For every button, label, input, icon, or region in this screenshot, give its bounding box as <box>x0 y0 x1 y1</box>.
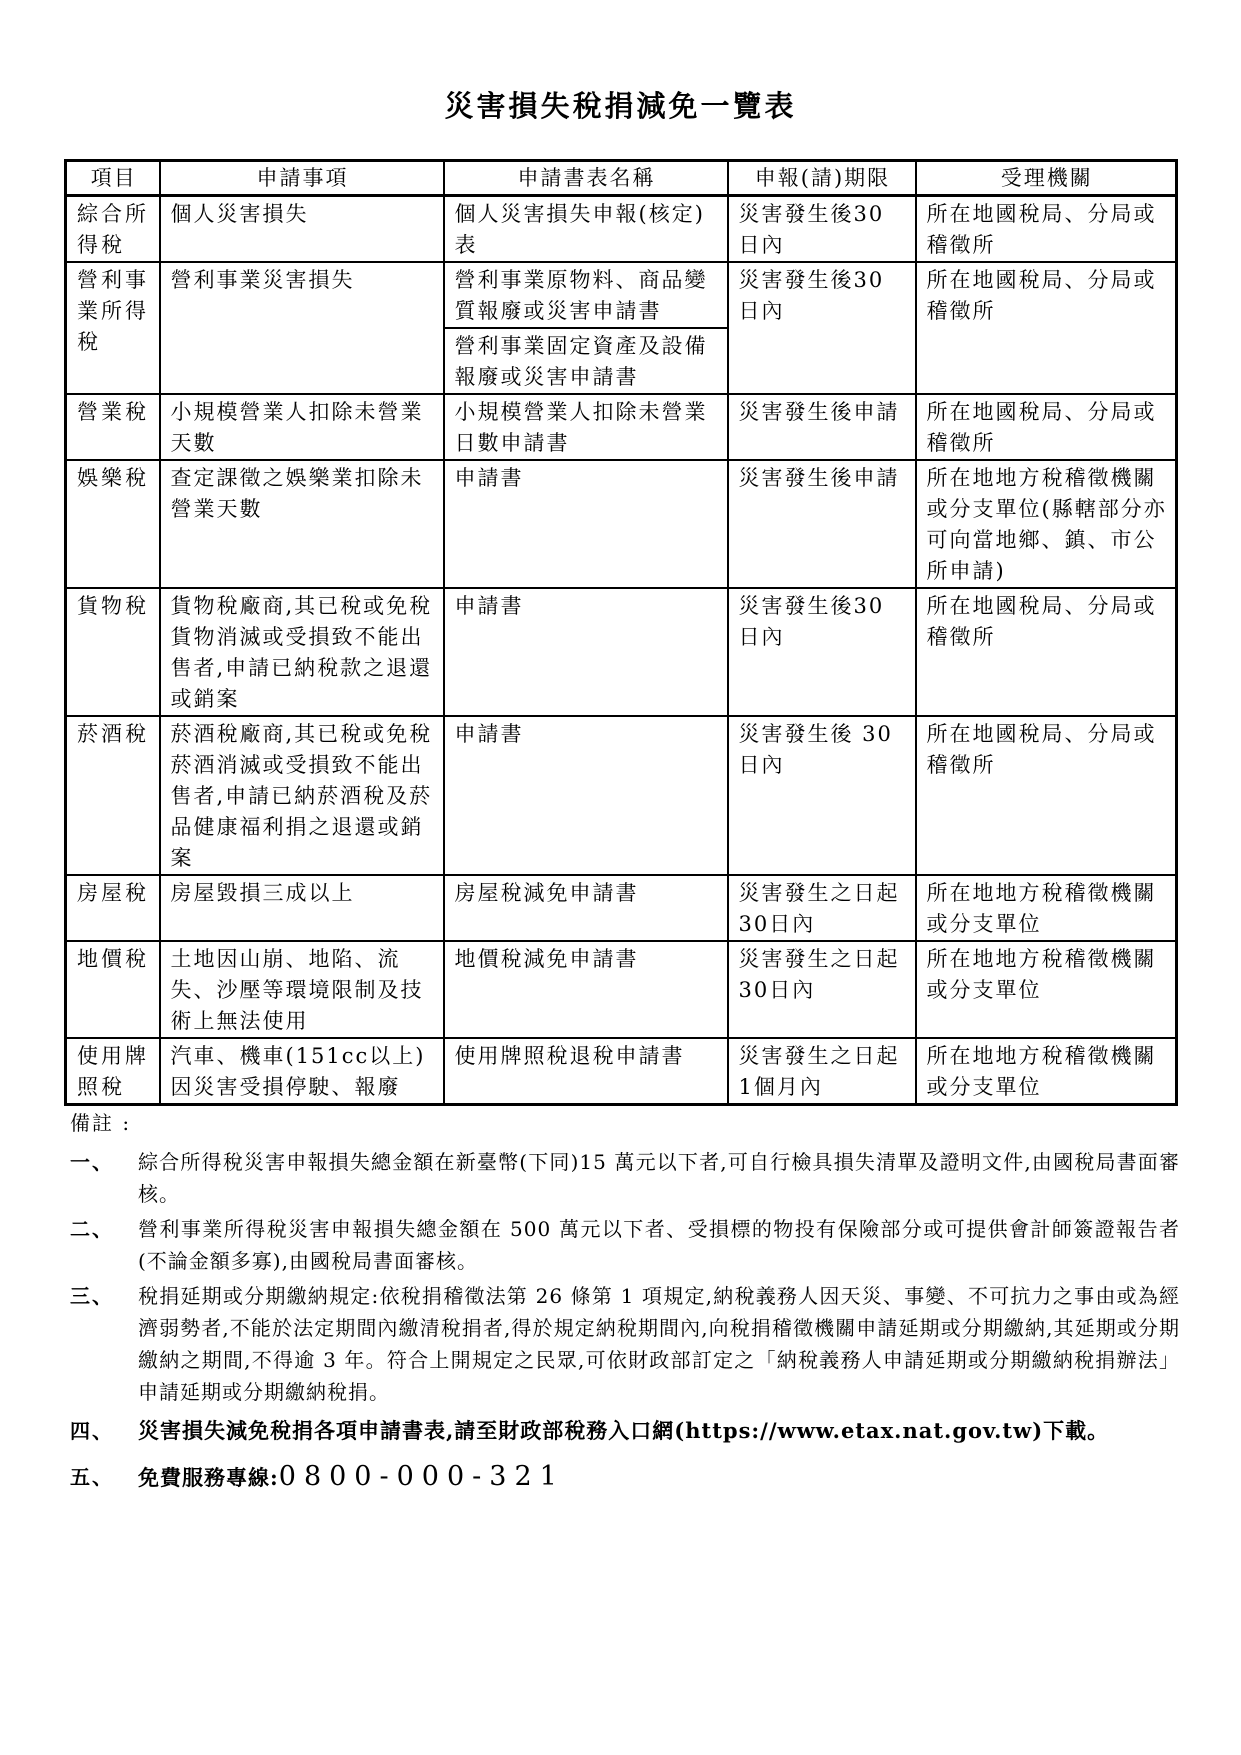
cell-matter: 查定課徵之娛樂業扣除未營業天數 <box>160 460 444 588</box>
header-item: 項目 <box>66 161 160 196</box>
cell-deadline: 災害發生後30日內 <box>728 262 916 394</box>
note-text: 營利事業所得稅災害申報損失總金額在 500 萬元以下者、受損標的物投有保險部分或可提供會計師簽證報告者(不論金額多寡),由國稅局書面審核。 <box>138 1217 1180 1273</box>
header-matter: 申請事項 <box>160 161 444 196</box>
table-row <box>66 875 1177 941</box>
notes-label: 備註 : <box>70 1111 132 1135</box>
cell-form: 申請書 <box>444 460 728 588</box>
table-row <box>66 716 1177 875</box>
note-download-text: 災害損失減免稅捐各項申請書表,請至財政部稅務入口網(https://www.etax.nat.gov.tw)下載。 <box>138 1418 1110 1443</box>
note-number: 四、 <box>70 1419 114 1443</box>
cell-agency: 所在地國稅局、分局或稽徵所 <box>916 394 1177 460</box>
cell-form: 房屋稅減免申請書 <box>444 875 728 941</box>
cell-agency: 所在地地方稅稽徵機關或分支單位(縣轄部分亦可向當地鄉、鎮、市公所申請) <box>916 460 1177 588</box>
cell-deadline: 災害發生之日起30日內 <box>728 941 916 1038</box>
cell-deadline: 災害發生後30日內 <box>728 588 916 716</box>
note-text: 綜合所得稅災害申報損失總金額在新臺幣(下同)15 萬元以下者,可自行檢具損失清單及證明文件,由國稅局書面審核。 <box>138 1150 1180 1206</box>
cell-deadline: 災害發生後申請 <box>728 460 916 588</box>
note-item <box>70 1457 1180 1498</box>
cell-deadline: 災害發生後 30日內 <box>728 716 916 875</box>
cell-matter: 汽車、機車(151cc以上)因災害受損停駛、報廢 <box>160 1038 444 1105</box>
cell-matter: 小規模營業人扣除未營業天數 <box>160 394 444 460</box>
cell-agency: 所在地地方稅稽徵機關或分支單位 <box>916 875 1177 941</box>
cell-item: 菸酒稅 <box>66 716 160 875</box>
note-number: 五、 <box>70 1465 114 1489</box>
cell-form: 地價稅減免申請書 <box>444 941 728 1038</box>
note-item <box>70 1213 1180 1277</box>
cell-agency: 所在地國稅局、分局或稽徵所 <box>916 716 1177 875</box>
header-deadline: 申報(請)期限 <box>728 161 916 196</box>
cell-agency: 所在地國稅局、分局或稽徵所 <box>916 588 1177 716</box>
cell-item: 綜合所得稅 <box>66 196 160 263</box>
cell-item: 營業稅 <box>66 394 160 460</box>
cell-item: 貨物稅 <box>66 588 160 716</box>
tax-relief-table <box>64 159 1178 1106</box>
cell-form: 申請書 <box>444 588 728 716</box>
cell-matter: 土地因山崩、地陷、流失、沙壓等環境限制及技術上無法使用 <box>160 941 444 1038</box>
cell-matter: 貨物稅廠商,其已稅或免稅貨物消滅或受損致不能出售者,申請已納稅款之退還或銷案 <box>160 588 444 716</box>
note-item <box>70 1411 1180 1451</box>
note-item <box>70 1146 1180 1210</box>
cell-matter: 房屋毀損三成以上 <box>160 875 444 941</box>
hotline-label: 免費服務專線: <box>138 1465 279 1490</box>
cell-form: 申請書 <box>444 716 728 875</box>
cell-agency: 所在地地方稅稽徵機關或分支單位 <box>916 941 1177 1038</box>
note-item <box>70 1280 1180 1408</box>
note-text: 稅捐延期或分期繳納規定:依稅捐稽徵法第 26 條第 1 項規定,納稅義務人因天災、事變、不可抗力之事由或為經濟弱勢者,不能於法定期間內繳清稅捐者,得於規定納稅期間內,向稅捐稽徵機關申請延期或分期繳納,其延期或分期繳納之期間,不得逾 3 年。符合上開規定之民眾,可依財政部訂定之「納稅義務人申請延期或分期繳納稅捐辦法」申請延期或分期繳納稅捐。 <box>138 1284 1180 1404</box>
cell-deadline: 災害發生之日起1個月內 <box>728 1038 916 1105</box>
cell-agency: 所在地國稅局、分局或稽徵所 <box>916 196 1177 263</box>
note-number: 三、 <box>70 1284 114 1308</box>
cell-form: 個人災害損失申報(核定)表 <box>444 196 728 263</box>
table-row <box>66 588 1177 716</box>
cell-form: 營利事業原物料、商品變質報廢或災害申請書 <box>444 262 728 328</box>
cell-form: 使用牌照稅退稅申請書 <box>444 1038 728 1105</box>
cell-matter: 營利事業災害損失 <box>160 262 444 394</box>
cell-deadline: 災害發生後30日內 <box>728 196 916 263</box>
cell-deadline: 災害發生後申請 <box>728 394 916 460</box>
cell-matter: 個人災害損失 <box>160 196 444 263</box>
cell-form: 小規模營業人扣除未營業日數申請書 <box>444 394 728 460</box>
table-row <box>66 941 1177 1038</box>
page-title: 災害損失稅捐減免一覽表 <box>444 89 797 123</box>
cell-item: 營利事業所得稅 <box>66 262 160 394</box>
cell-item: 使用牌照稅 <box>66 1038 160 1105</box>
cell-matter: 菸酒稅廠商,其已稅或免稅菸酒消滅或受損致不能出售者,申請已納菸酒稅及菸品健康福利捐之退還或銷案 <box>160 716 444 875</box>
table-row <box>66 460 1177 588</box>
table-row <box>66 394 1177 460</box>
header-form: 申請書表名稱 <box>444 161 728 196</box>
hotline-number: 0800-000-321 <box>278 1461 565 1492</box>
header-agency: 受理機關 <box>916 161 1177 196</box>
cell-agency: 所在地地方稅稽徵機關或分支單位 <box>916 1038 1177 1105</box>
table-header-row <box>66 161 1177 196</box>
table-row <box>66 1038 1177 1105</box>
cell-deadline: 災害發生之日起30日內 <box>728 875 916 941</box>
note-number: 一、 <box>70 1150 114 1174</box>
cell-agency: 所在地國稅局、分局或稽徵所 <box>916 262 1177 394</box>
cell-form: 營利事業固定資產及設備報廢或災害申請書 <box>444 328 728 394</box>
table-row <box>66 262 1177 328</box>
cell-item: 房屋稅 <box>66 875 160 941</box>
hotline <box>138 1457 1180 1498</box>
cell-item: 娛樂稅 <box>66 460 160 588</box>
table-row <box>66 196 1177 263</box>
note-number: 二、 <box>70 1217 114 1241</box>
cell-item: 地價稅 <box>66 941 160 1038</box>
notes-section <box>70 1107 1180 1501</box>
